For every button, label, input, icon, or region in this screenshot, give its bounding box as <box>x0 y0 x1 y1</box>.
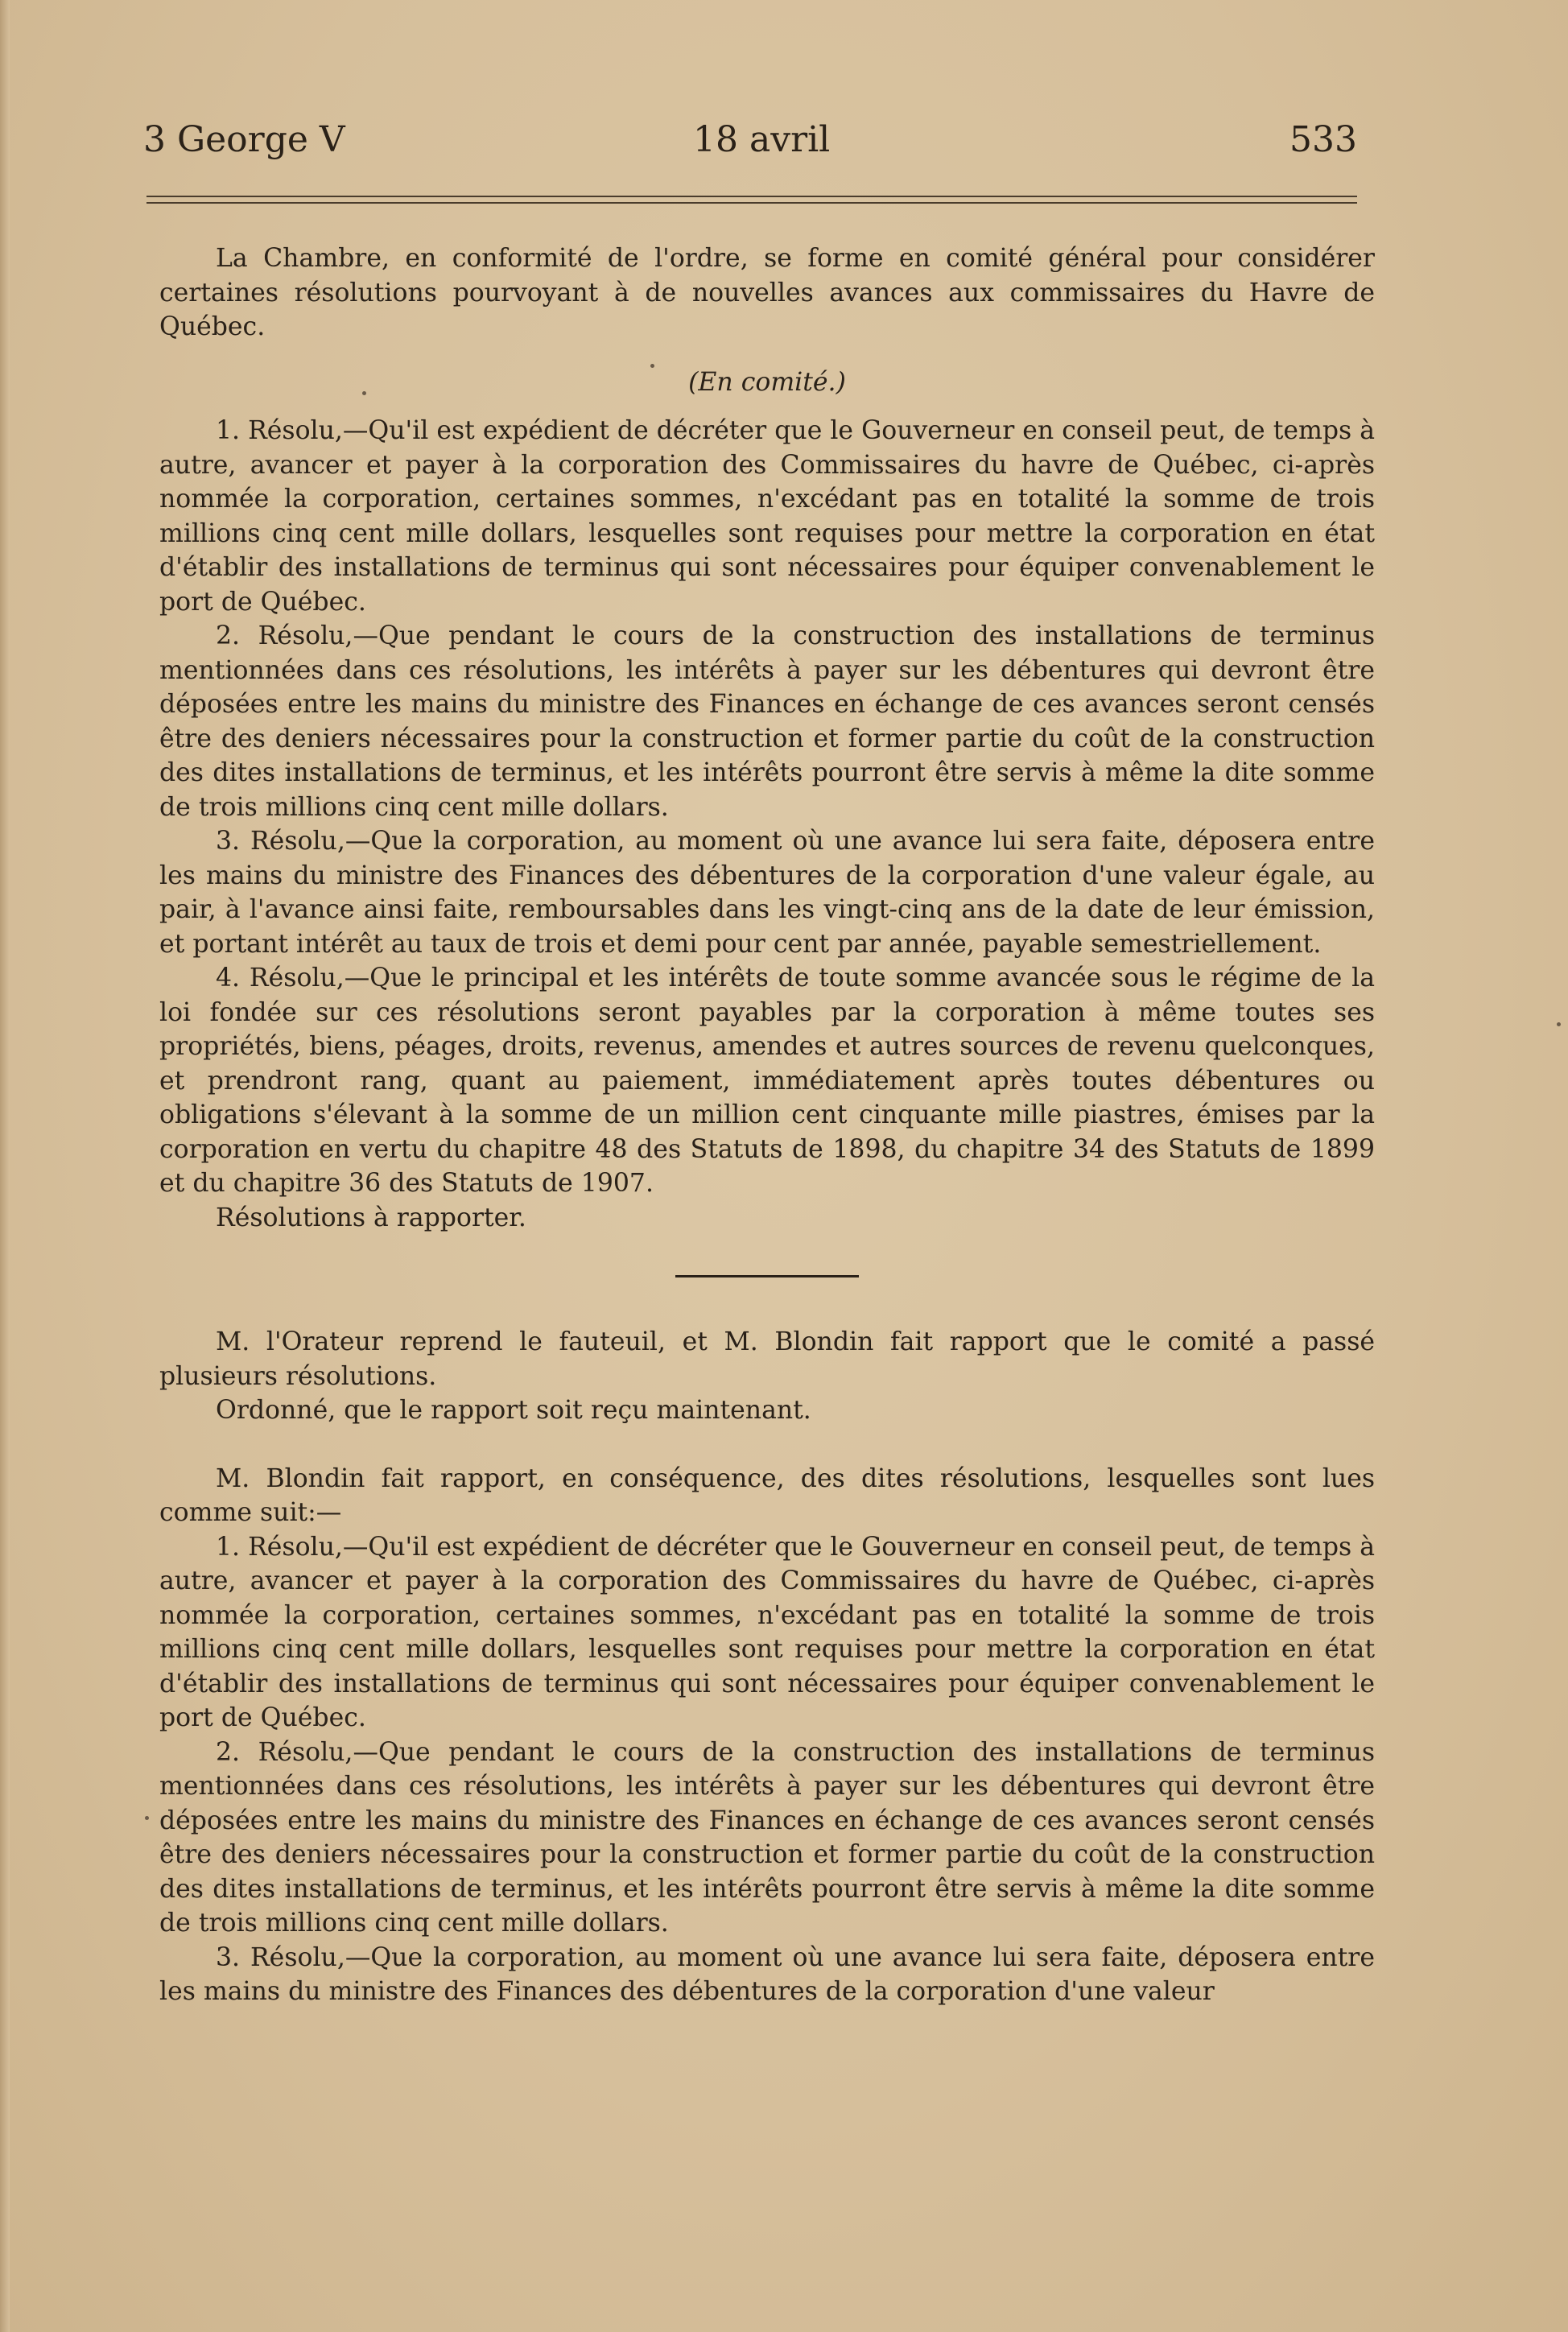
ink-speck <box>145 1816 149 1820</box>
ordered-paragraph: Ordonné, que le rapport soit reçu maintenant. <box>216 1396 811 1425</box>
ink-speck <box>362 391 366 395</box>
committee-resolution-1: 1. Résolu,—Qu'il est expédient de décréter que le Gouverneur en conseil peut, de temps à autre, avancer et payer à la corporation des Commissaires du havre de Québec, ci-après nommée la corporation, certaines sommes, n'excédant pas en totalité la somme de trois millions cinq cent mille dollars, lesquelles sont requises pour mettre la corporation en état d'établir des installations de terminus qui sont nécessaires pour équiper convenablement le port de Québec. <box>159 416 1375 617</box>
speaker-resumes-paragraph: M. l'Orateur reprend le fauteuil, et M. Blondin fait rapport que le comité a passé plusieurs résolutions. <box>159 1327 1375 1391</box>
report-intro-paragraph: M. Blondin fait rapport, en conséquence, des dites résolutions, lesquelles sont lues comme suit:— <box>159 1463 1375 1527</box>
report-resolution-1: 1. Résolu,—Qu'il est expédient de décréter que le Gouverneur en conseil peut, de temps à autre, avancer et payer à la corporation des Commissaires du havre de Québec, ci-après nommée la corporation, certaines sommes, n'excédant pas en totalité la somme de trois millions cinq cent mille dollars, lesquelles sont requises pour mettre la corporation en état d'établir des installations de terminus qui sont nécessaires pour équiper convenablement le port de Québec. <box>159 1532 1375 1732</box>
running-head-date: 18 avril <box>693 119 831 160</box>
page-number: 533 <box>1289 119 1357 160</box>
page-header <box>143 119 1357 167</box>
to-report-line: Résolutions à rapporter. <box>216 1203 526 1232</box>
report-resolution-3: 3. Résolu,—Que la corporation, au moment où une avance lui sera faite, déposera entre les mains du ministre des Finances des débentures de la corporation d'une valeur <box>159 1942 1375 2006</box>
page-body <box>159 241 1375 2009</box>
header-double-rule <box>146 196 1357 204</box>
committee-resolution-2: 2. Résolu,—Que pendant le cours de la construction des installations de terminus mentionnées dans ces résolutions, les intérêts à payer sur les débentures qui devront être déposées entre les mains du ministre des Finances en échange de ces avances seront censés être des deniers nécessaires pour la construction et former partie du coût de la construction des dites installations de terminus, et les intérêts pourront être servis à même la dite somme de trois millions cinq cent mille dollars. <box>159 621 1375 822</box>
committee-heading: (En comité.) <box>688 367 846 397</box>
report-resolution-2: 2. Résolu,—Que pendant le cours de la construction des installations de terminus mentionnées dans ces résolutions, les intérêts à payer sur les débentures qui devront être déposées entre les mains du ministre des Finances en échange de ces avances seront censés être des deniers nécessaires pour la construction et former partie du coût de la construction des dites installations de terminus, et les intérêts pourront être servis à même la dite somme de trois millions cinq cent mille dollars. <box>159 1737 1375 1938</box>
ink-speck <box>650 364 654 368</box>
section-divider <box>159 1275 1375 1277</box>
running-head-regnal-year: 3 George V <box>143 119 345 160</box>
intro-paragraph: La Chambre, en conformité de l'ordre, se forme en comité général pour considérer certaines résolutions pourvoyant à de nouvelles avances aux commissaires du Havre de Québec. <box>159 244 1375 341</box>
committee-resolution-4: 4. Résolu,—Que le principal et les intérêts de toute somme avancée sous le régime de la loi fondée sur ces résolutions seront payables par la corporation à même toutes ses propriétés, biens, péages, droits, revenus, amendes et autres sources de revenu quelconques, et prendront rang, quant au paiement, immédiatement après toutes débentures ou obligations s'élevant à la somme de un million cent cinquante mille piastres, émises par la corporation en vertu du chapitre 48 des Statuts de 1898, du chapitre 34 des Statuts de 1899 et du chapitre 36 des Statuts de 1907. <box>159 964 1375 1198</box>
section-rule <box>675 1275 859 1277</box>
page-edge-shadow <box>0 0 10 2332</box>
committee-resolution-3: 3. Résolu,—Que la corporation, au moment où une avance lui sera faite, déposera entre les mains du ministre des Finances des débentures de la corporation d'une valeur égale, au pair, à l'avance ainsi faite, remboursables dans les vingt-cinq ans de la date de leur émission, et portant intérêt au taux de trois et demi pour cent par année, payable semestriellement. <box>159 827 1375 959</box>
ink-speck <box>1557 1022 1561 1026</box>
